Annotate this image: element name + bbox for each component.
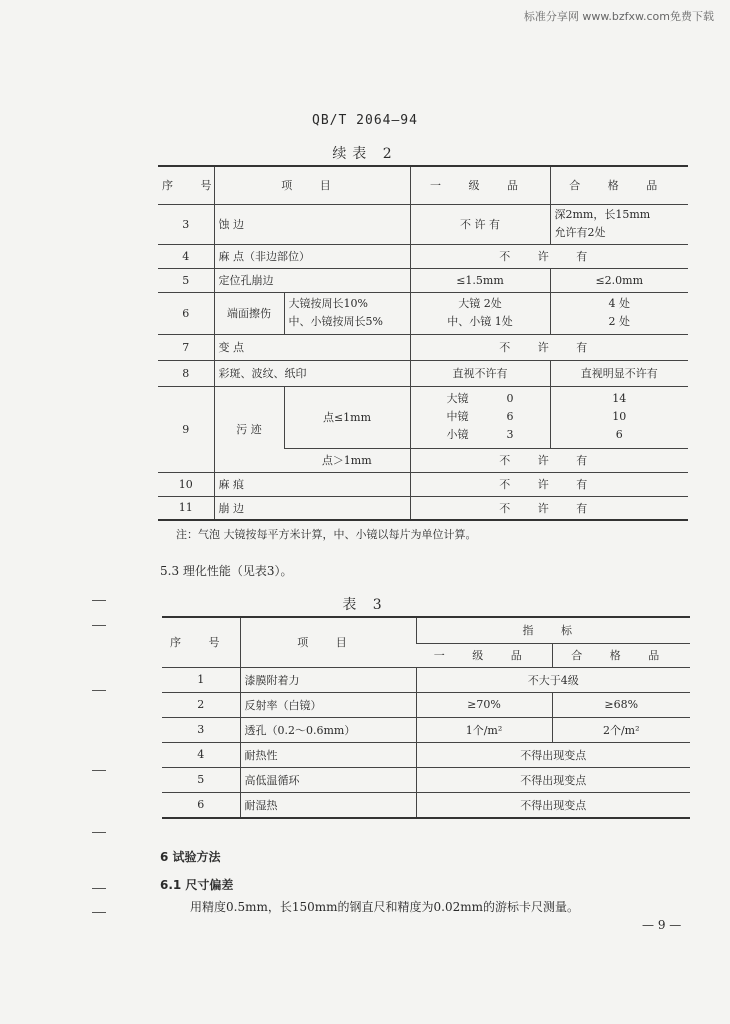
margin-tick [92,600,106,601]
margin-tick [92,625,106,626]
watermark-text: 标准分享网 www.bzfxw.com免费下载 [523,10,714,23]
row-all: 不得出现变点 [416,742,690,767]
margin-tick [92,690,106,691]
row-no: 9 [158,386,214,472]
row-no: 6 [158,292,214,334]
row-first: 大镜 0 中镜 6 小镜 3 [410,386,550,448]
row-first: ≤1.5mm [410,268,550,292]
table3-caption: 表 3 [342,597,388,613]
header-index: 指 标 [416,617,690,643]
table-row [162,742,690,767]
row-no: 4 [158,244,214,268]
table-row [162,767,690,792]
row-item: 彩斑、波纹、纸印 [214,360,410,386]
row-first: 1个/m² [416,717,552,742]
table2-header-row [158,166,688,204]
margin-tick [92,912,106,913]
table-row [158,204,688,244]
row-pass: 2个/m² [552,717,690,742]
section-6-heading: 6 试验方法 [160,850,221,864]
row-pass: 4 处 2 处 [550,292,688,334]
row-item: 麻 点（非边部位） [214,244,410,268]
row-sub: 点＞1mm [284,448,410,472]
row-item: 端面擦伤 [214,292,284,334]
table-row [158,472,688,496]
row-first: 直视不许有 [410,360,550,386]
table-2 [158,165,688,521]
margin-tick [92,770,106,771]
row-item: 蚀 边 [214,204,410,244]
table-row [162,692,690,717]
table-row [162,717,690,742]
row-item: 变 点 [214,334,410,360]
row-pass: 深2mm，长15mm 允许有2处 [550,204,688,244]
margin-tick [92,888,106,889]
row-pass: ≤2.0mm [550,268,688,292]
table-row [158,360,688,386]
margin-tick [92,832,106,833]
header-first: 一 级 品 [410,166,550,204]
section-6-1-paragraph: 用精度0.5mm，长150mm的钢直尺和精度为0.02mm的游标卡尺测量。 [190,900,579,914]
row-pass: ≥68% [552,692,690,717]
row-no: 4 [162,742,240,767]
row-no: 7 [158,334,214,360]
table-row [158,386,688,448]
header-pass: 合 格 品 [550,166,688,204]
table-row [158,292,688,334]
table-row [158,334,688,360]
row-no: 3 [158,204,214,244]
row-pass: 直视明显不许有 [550,360,688,386]
header-item: 项 目 [240,617,416,667]
table-row [158,244,688,268]
row-all: 不得出现变点 [416,767,690,792]
row-sub: 大镜按周长10% 中、小镜按周长5% [284,292,410,334]
table-row [162,792,690,818]
row-no: 5 [158,268,214,292]
row-all: 不 许 有 [410,496,688,520]
row-no: 11 [158,496,214,520]
row-all: 不得出现变点 [416,792,690,818]
row-no: 1 [162,667,240,692]
row-all: 不 许 有 [410,334,688,360]
row-item: 崩 边 [214,496,410,520]
row-no: 8 [158,360,214,386]
table2-note: 注：气泡 大镜按每平方米计算，中、小镜以每片为单位计算。 [176,528,477,541]
table-row [162,667,690,692]
row-no: 5 [162,767,240,792]
header-first: 一 级 品 [416,643,552,667]
row-item: 漆膜附着力 [240,667,416,692]
row-all: 不 许 有 [410,472,688,496]
header-item: 项 目 [214,166,410,204]
row-all: 不大于4级 [416,667,690,692]
header-pass: 合 格 品 [552,643,690,667]
row-item: 污 迹 [214,386,284,472]
row-no: 6 [162,792,240,818]
table-row [158,496,688,520]
row-item: 定位孔崩边 [214,268,410,292]
table-row [158,268,688,292]
row-all: 不 许 有 [410,448,688,472]
row-no: 10 [158,472,214,496]
row-first: 大镜 2处 中、小镜 1处 [410,292,550,334]
row-first: ≥70% [416,692,552,717]
row-no: 2 [162,692,240,717]
page-number: — 9 — [642,918,682,932]
row-item: 耐湿热 [240,792,416,818]
row-first: 不 许 有 [410,204,550,244]
table2-caption: 续表 2 [332,146,398,162]
row-pass: 14 10 6 [550,386,688,448]
section-5-3: 5.3 理化性能（见表3）。 [160,564,293,578]
row-item: 麻 痕 [214,472,410,496]
row-item: 耐热性 [240,742,416,767]
row-item: 透孔（0.2～0.6mm） [240,717,416,742]
document-number: QB/T 2064—94 [312,113,418,128]
header-no: 序 号 [162,617,240,667]
table-3 [162,616,690,819]
header-no: 序 号 [158,166,214,204]
row-item: 高低温循环 [240,767,416,792]
table3-header-row [162,617,690,643]
row-item: 反射率（白镜） [240,692,416,717]
row-no: 3 [162,717,240,742]
section-6-1-heading: 6.1 尺寸偏差 [160,878,234,892]
row-sub: 点≤1mm [284,386,410,448]
row-all: 不 许 有 [410,244,688,268]
